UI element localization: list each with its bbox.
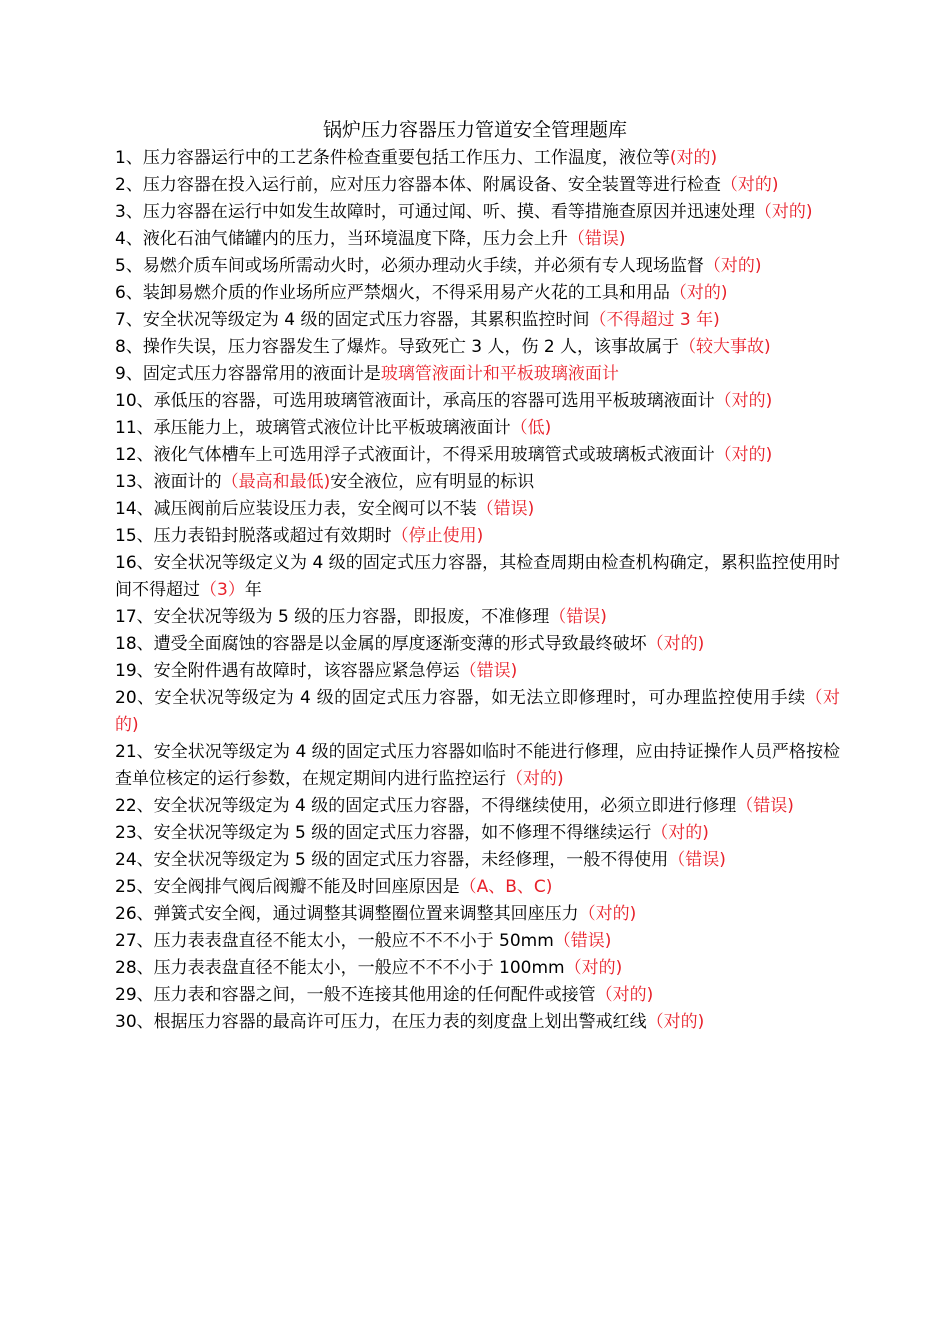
answer-label: （对的) [578,904,637,924]
question-item [115,442,840,469]
question-list [115,145,840,1036]
answer-label: （停止使用) [391,526,484,546]
question-item [115,955,840,982]
question-text: 9、固定式压力容器常用的液面计是 [115,364,381,384]
question-text: 22、安全状况等级定为 4 级的固定式压力容器，不得继续使用，必须立即进行修理 [115,796,737,816]
answer-label: （对的) [703,256,762,276]
question-item [115,847,840,874]
question-item [115,469,840,496]
question-item [115,334,840,361]
question-item [115,820,840,847]
answer-label: （低) [510,418,552,438]
question-item [115,685,840,739]
question-text: 30、根据压力容器的最高许可压力，在压力表的刻度盘上划出警戒红线 [115,1012,647,1032]
question-text: 10、承低压的容器，可选用玻璃管液面计，承高压的容器可选用平板玻璃液面计 [115,391,715,411]
question-item [115,280,840,307]
question-item [115,415,840,442]
question-text: 18、遭受全面腐蚀的容器是以金属的厚度逐渐变薄的形式导致最终破坏 [115,634,647,654]
question-text: 29、压力表和容器之间，一般不连接其他用途的任何配件或接管 [115,985,596,1005]
question-text: 28、压力表表盘直径不能太小，一般应不不不小于 100mm [115,958,565,978]
question-tail-text: 安全液位，应有明显的标识 [330,472,535,492]
answer-label: （对的) [564,958,623,978]
question-text: 1、压力容器运行中的工艺条件检查重要包括工作压力、工作温度，液位等 [115,148,670,168]
answer-label: (对的) [669,148,718,168]
question-item [115,253,840,280]
question-item [115,172,840,199]
answer-label: （对的) [754,202,813,222]
question-item [115,982,840,1009]
answer-label: （较大事故) [679,337,771,357]
question-text: 5、易燃介质车间或场所需动火时，必须办理动火手续，并必须有专人现场监督 [115,256,704,276]
answer-label: （错误) [553,931,612,951]
answer-label: （3） [200,580,245,600]
question-text: 21、安全状况等级定为 4 级的固定式压力容器如临时不能进行修理，应由持证操作人员严格按检查单位核定的运行参数，在规定期间内进行监控运行 [115,742,840,789]
question-text: 3、压力容器在运行中如发生故障时，可通过闻、听、摸、看等措施查原因并迅速处理 [115,202,755,222]
question-item [115,226,840,253]
question-text: 14、减压阀前后应装设压力表，安全阀可以不装 [115,499,477,519]
question-item [115,1009,840,1036]
question-item [115,523,840,550]
question-text: 12、液化气体槽车上可选用浮子式液面计，不得采用玻璃管式或玻璃板式液面计 [115,445,715,465]
answer-label: （对的) [506,769,564,789]
question-item [115,307,840,334]
question-text: 20、安全状况等级定为 4 级的固定式压力容器，如无法立即修理时，可办理监控使用手续 [115,688,806,708]
question-text: 6、装卸易燃介质的作业场所应严禁烟火，不得采用易产火花的工具和用品 [115,283,670,303]
question-text: 8、操作失误，压力容器发生了爆炸。导致死亡 3 人，伤 2 人，该事故属于 [115,337,680,357]
question-item [115,793,840,820]
question-text: 16、安全状况等级定义为 4 级的固定式压力容器，其检查周期由检查机构确定，累积监控使用时间不得超过 [115,553,840,600]
answer-label: （对的) [646,634,705,654]
document-title: 锅炉压力容器压力管道安全管理题库 [322,119,627,141]
answer-label: （对的) [646,1012,705,1032]
question-tail-text: 年 [244,580,262,600]
question-item [115,739,840,793]
answer-label: （对的) [115,688,840,735]
question-text: 4、液化石油气储罐内的压力，当环境温度下降，压力会上升 [115,229,568,249]
answer-label: （错误) [567,229,626,249]
question-item [115,874,840,901]
question-item [115,604,840,631]
question-text: 23、安全状况等级定为 5 级的固定式压力容器，如不修理不得继续运行 [115,823,652,843]
question-item [115,388,840,415]
answer-label: （最高和最低) [221,472,331,492]
question-item [115,550,840,604]
question-text: 15、压力表铅封脱落或超过有效期时 [115,526,392,546]
question-item [115,199,840,226]
question-item [115,496,840,523]
answer-label: （对的) [714,445,773,465]
question-item [115,928,840,955]
question-text: 27、压力表表盘直径不能太小，一般应不不不小于 50mm [115,931,554,951]
question-item [115,631,840,658]
answer-label: （A、B、C) [459,877,553,897]
answer-label: （不得超过 3 年) [589,310,720,330]
question-item [115,901,840,928]
question-item [115,658,840,685]
answer-label: （对的) [669,283,728,303]
answer-label: （对的) [595,985,654,1005]
answer-label: （对的) [720,175,779,195]
answer-label: （对的) [714,391,773,411]
answer-label: （错误) [459,661,518,681]
question-text: 7、安全状况等级定为 4 级的固定式压力容器，其累积监控时间 [115,310,590,330]
question-text: 24、安全状况等级定为 5 级的固定式压力容器，未经修理，一般不得使用 [115,850,669,870]
answer-label: （错误) [668,850,726,870]
question-text: 25、安全阀排气阀后阀瓣不能及时回座原因是 [115,877,460,897]
question-text: 19、安全附件遇有故障时，该容器应紧急停运 [115,661,460,681]
question-item [115,145,840,172]
question-text: 11、承压能力上，玻璃管式液位计比平板玻璃液面计 [115,418,511,438]
answer-label: （对的) [651,823,709,843]
question-item [115,361,840,388]
question-text: 26、弹簧式安全阀，通过调整其调整圈位置来调整其回座压力 [115,904,579,924]
question-text: 13、液面计的 [115,472,222,492]
answer-label: （错误) [736,796,794,816]
answer-label: 玻璃管液面计和平板玻璃液面计 [380,364,619,384]
answer-label: （错误) [476,499,535,519]
question-text: 17、安全状况等级为 5 级的压力容器，即报废，不准修理 [115,607,550,627]
question-text: 2、压力容器在投入运行前，应对压力容器本体、附属设备、安全装置等进行检查 [115,175,721,195]
answer-label: （错误) [549,607,607,627]
